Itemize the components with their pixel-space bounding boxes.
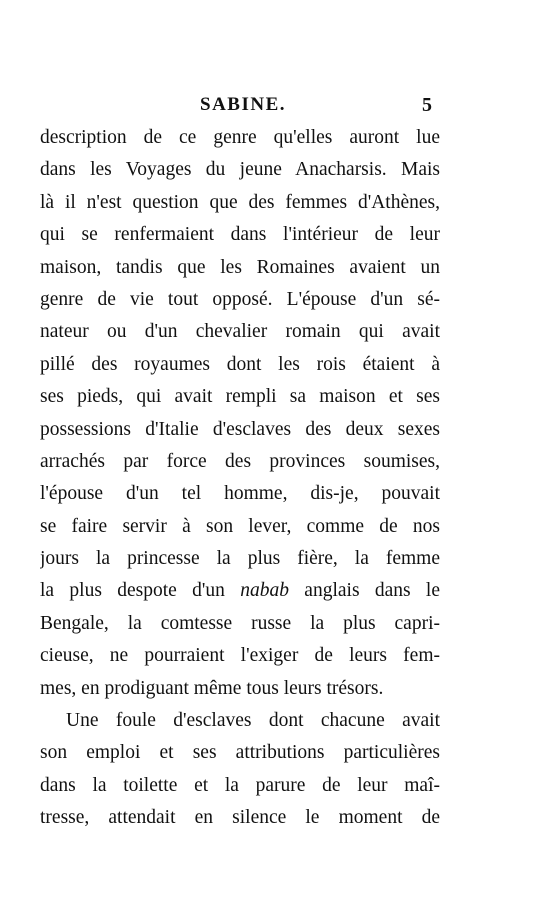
text-line: description de ce genre qu'elles auront lue <box>40 127 440 148</box>
text-line: pillé des royaumes dont les rois étaient à <box>40 353 440 375</box>
text-line: arrachés par force des provinces soumises, <box>40 450 440 472</box>
page-number: 5 <box>422 94 432 116</box>
italic-word: nabab <box>240 580 289 602</box>
text-line: se faire servir à son lever, comme de nos <box>40 515 440 537</box>
text-line: nateur ou d'un chevalier romain qui avait <box>40 321 440 343</box>
text-line: mes, en prodiguant même tous leurs trésors. <box>40 677 384 699</box>
text-line: jours la princesse la plus fière, la femme <box>40 548 440 570</box>
text-segment: anglais dans le <box>288 580 440 602</box>
text-line: son emploi et ses attributions particulières <box>40 742 440 764</box>
text-line: genre de vie tout opposé. L'épouse d'un sé- <box>40 288 440 310</box>
running-head <box>40 94 440 124</box>
text-line <box>40 575 440 607</box>
body-text <box>40 122 440 835</box>
text-line: l'épouse d'un tel homme, dis-je, pouvait <box>40 483 440 505</box>
text-line: dans les Voyages du jeune Anacharsis. Mais <box>40 159 440 181</box>
text-segment: la plus despote d'un <box>40 580 241 602</box>
text-line: dans la toilette et la parure de leur maî- <box>40 774 440 796</box>
text-line: ses pieds, qui avait rempli sa maison et ses <box>40 386 440 408</box>
text-line: possessions d'Italie d'esclaves des deux sexes <box>40 418 440 440</box>
text-line: là il n'est question que des femmes d'Athènes, <box>40 191 440 213</box>
text-line: qui se renfermaient dans l'intérieur de leur <box>40 224 440 246</box>
text-line: Bengale, la comtesse russe la plus capri- <box>40 612 440 634</box>
running-title: SABINE. <box>200 94 286 115</box>
paragraph-first-line: Une foule d'esclaves dont chacune avait <box>66 710 440 732</box>
text-line: cieuse, ne pourraient l'exiger de leurs fem- <box>40 645 440 667</box>
text-line: maison, tandis que les Romaines avaient un <box>40 256 440 278</box>
text-line: tresse, attendait en silence le moment de <box>40 807 440 829</box>
